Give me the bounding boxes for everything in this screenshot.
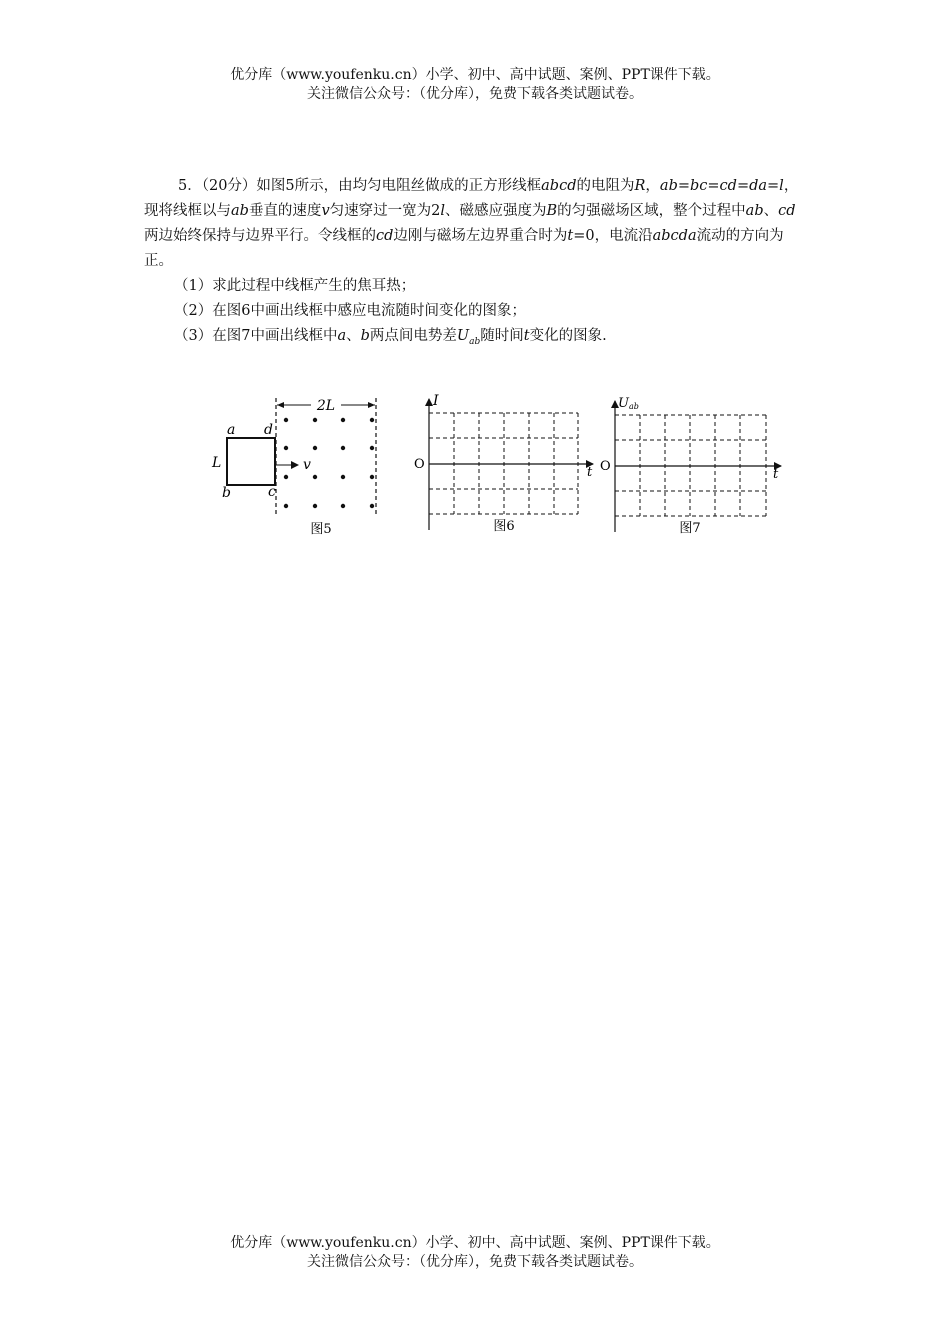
vertex-b: b	[222, 485, 231, 501]
figure-7-caption: 图7	[679, 521, 701, 536]
footer-line-2: 关注微信公众号：（优分库），免费下载各类试题试卷。	[307, 1254, 643, 1270]
figure-6-origin: O	[414, 457, 425, 472]
figure-6-caption: 图6	[493, 519, 515, 534]
figure-6-y-label: I	[433, 393, 439, 409]
vertex-a: a	[227, 422, 236, 438]
velocity-label: v	[303, 457, 311, 473]
figure-7-y-label: Uab	[618, 396, 639, 411]
width-arrow-right	[368, 402, 375, 408]
square-frame	[227, 438, 275, 485]
width-label: 2L	[316, 398, 336, 414]
vertex-c: c	[268, 484, 276, 500]
header-line-2: 关注微信公众号：（优分库），免费下载各类试题试卷。	[307, 86, 643, 102]
problem-statement: 5．（20分）如图5所示，由均匀电阻丝做成的正方形线框abcd的电阻为R，ab=bc=cd=da=l，现将线框以与ab垂直的速度v匀速穿过一宽为2l、磁感应强度为B的匀强磁场区域，整个过程中ab、cd两边始终保持与边界平行。令线框的cd边刚与磁场左边界重合时为t=0，电流沿abcda流动的方向为正。	[144, 178, 799, 269]
magnetic-field-dots	[284, 418, 374, 508]
figure-6	[414, 393, 593, 534]
figure-5	[211, 398, 376, 537]
figure-6-x-label: t	[587, 465, 593, 480]
question-2: （2）在图6中画出线框中感应电流随时间变化的图象；	[174, 303, 526, 319]
vertex-d: d	[264, 422, 273, 438]
question-3: （3）在图7中画出线框中a、b两点间电势差$U_{ab}$随时间t变化的图象.	[174, 328, 607, 347]
side-length-label: L	[212, 455, 222, 471]
width-arrow-left	[277, 402, 284, 408]
figure-7	[600, 396, 781, 536]
figure-5-caption: 图5	[310, 522, 332, 537]
question-1: （1）求此过程中线框产生的焦耳热；	[174, 278, 416, 294]
page-footer	[0, 1234, 950, 1272]
figure-7-x-label: t	[773, 467, 779, 482]
footer-line-1: 优分库（www.youfenku.cn）小学、初中、高中试题、案例、PPT课件下载。	[230, 1235, 720, 1251]
header-line-1: 优分库（www.youfenku.cn）小学、初中、高中试题、案例、PPT课件下载。	[230, 67, 720, 83]
figure-7-origin: O	[600, 459, 611, 474]
